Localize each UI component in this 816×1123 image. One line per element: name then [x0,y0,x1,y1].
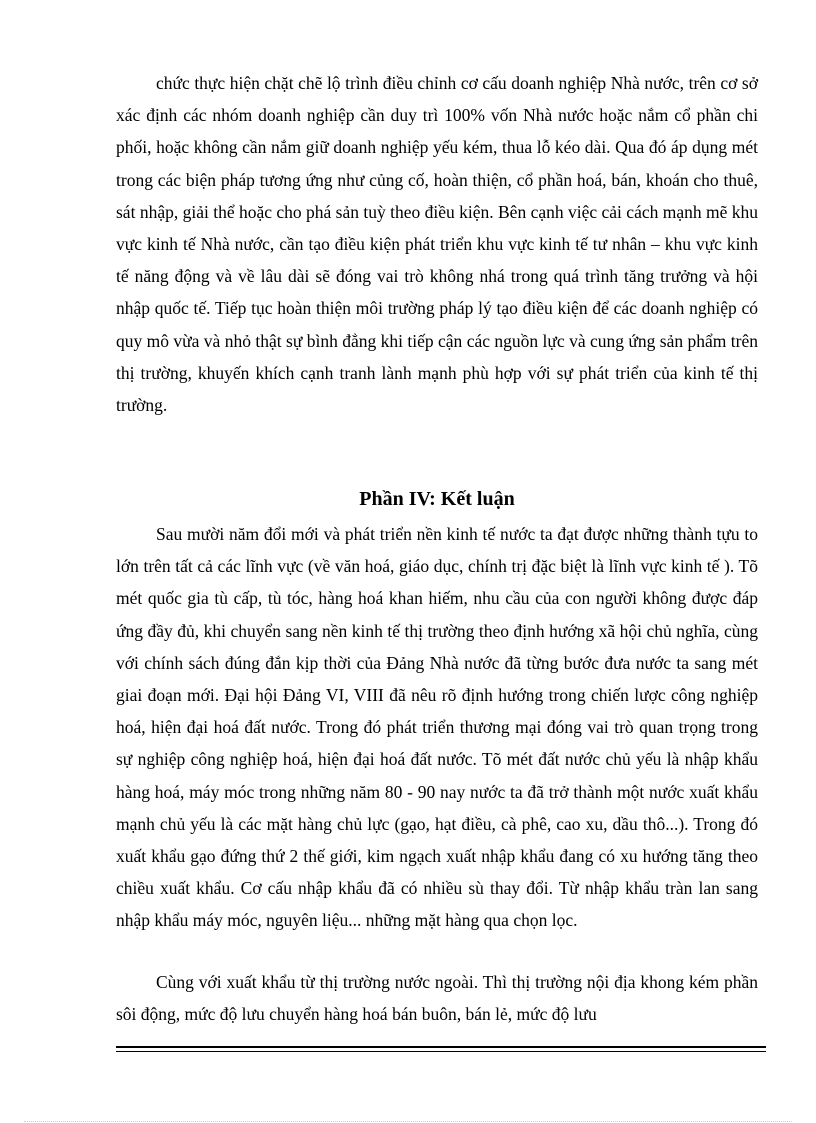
footer-rule-thin [116,1051,766,1052]
paragraph-text: Sau mười năm đổi mới và phát triển nền kinh tế nước ta đạt được những thành tựu to lớn trên tất cả các lĩnh vực (về văn hoá, giáo dục, chính trị đặc biệt là lĩnh vực kinh tế ). Tõ mét quốc gia tù cấp, tù tóc, hàng hoá khan hiếm, nhu cầu của con người không được đáp ứng đầy đủ, khi chuyển sang nền kinh tế thị trường theo định hướng xã hội chủ nghĩa, cùng với chính sách đúng đắn kịp thời của Đảng Nhà nước đã từng bước đưa nước ta sang mét giai đoạn mới. Đại hội Đảng VI, VIII đã nêu rõ định hướng trong chiến lược công nghiệp hoá, hiện đại hoá đất nước. Trong đó phát triển thương mại đóng vai trò quan trọng trong sự nghiệp công nghiệp hoá, hiện đại hoá đất nước. Tõ mét đất nước chủ yếu là nhập khẩu hàng hoá, máy móc trong những năm 80 - 90 nay nước ta đã trở thành một nước xuất khẩu mạnh chủ yếu là các mặt hàng chủ lực (gạo, hạt điều, cà phê, cao xu, dầu thô...). Trong đó xuất khẩu gạo đứng thứ 2 thế giới, kim ngạch xuất nhập khẩu đang có xu hướng tăng theo chiều xuất khẩu. Cơ cấu nhập khẩu đã có nhiều sù thay đổi. Từ nhập khẩu tràn lan sang nhập khẩu máy móc, nguyên liệu... những mặt hàng qua chọn lọc. [116,524,758,931]
conclusion-paragraph [116,518,758,937]
footer-rule-thick [116,1046,766,1048]
page-bottom-edge [24,1121,792,1122]
body-paragraph-continued [116,67,758,421]
closing-paragraph [116,966,758,1030]
section-heading: Phần IV: Kết luận [359,488,515,510]
paragraph-text: Cùng với xuất khẩu từ thị trường nước ngoài. Thì thị trường nội địa khong kém phần sôi động, mức độ lưu chuyển hàng hoá bán buôn, bán lẻ, mức độ lưu [116,972,758,1025]
paragraph-text: chức thực hiện chặt chẽ lộ trình điều chỉnh cơ cấu doanh nghiệp Nhà nước, trên cơ sở xác định các nhóm doanh nghiệp cần duy trì 100% vốn Nhà nước hoặc nắm cổ phần chi phối, hoặc không cần nắm giữ doanh nghiệp yếu kém, thua lỗ kéo dài. Qua đó áp dụng mét trong các biện pháp tương ứng như củng cố, hoàn thiện, cổ phần hoá, bán, khoán cho thuê, sát nhập, giải thể hoặc cho phá sản tuỳ theo điều kiện. Bên cạnh việc cải cách mạnh mẽ khu vực kinh tế Nhà nước, cần tạo điều kiện phát triển khu vực kinh tế tư nhân – khu vực kinh tế năng động và về lâu dài sẽ đóng vai trò không nhá trong quá trình tăng trưởng và hội nhập quốc tế. Tiếp tục hoàn thiện môi trường pháp lý tạo điều kiện để các doanh nghiệp có quy mô vừa và nhỏ thật sự bình đẳng khi tiếp cận các nguồn lực và cung ứng sản phẩm trên thị trường, khuyến khích cạnh tranh lành mạnh phù hợp với sự phát triển của kinh tế thị trường. [116,73,758,416]
